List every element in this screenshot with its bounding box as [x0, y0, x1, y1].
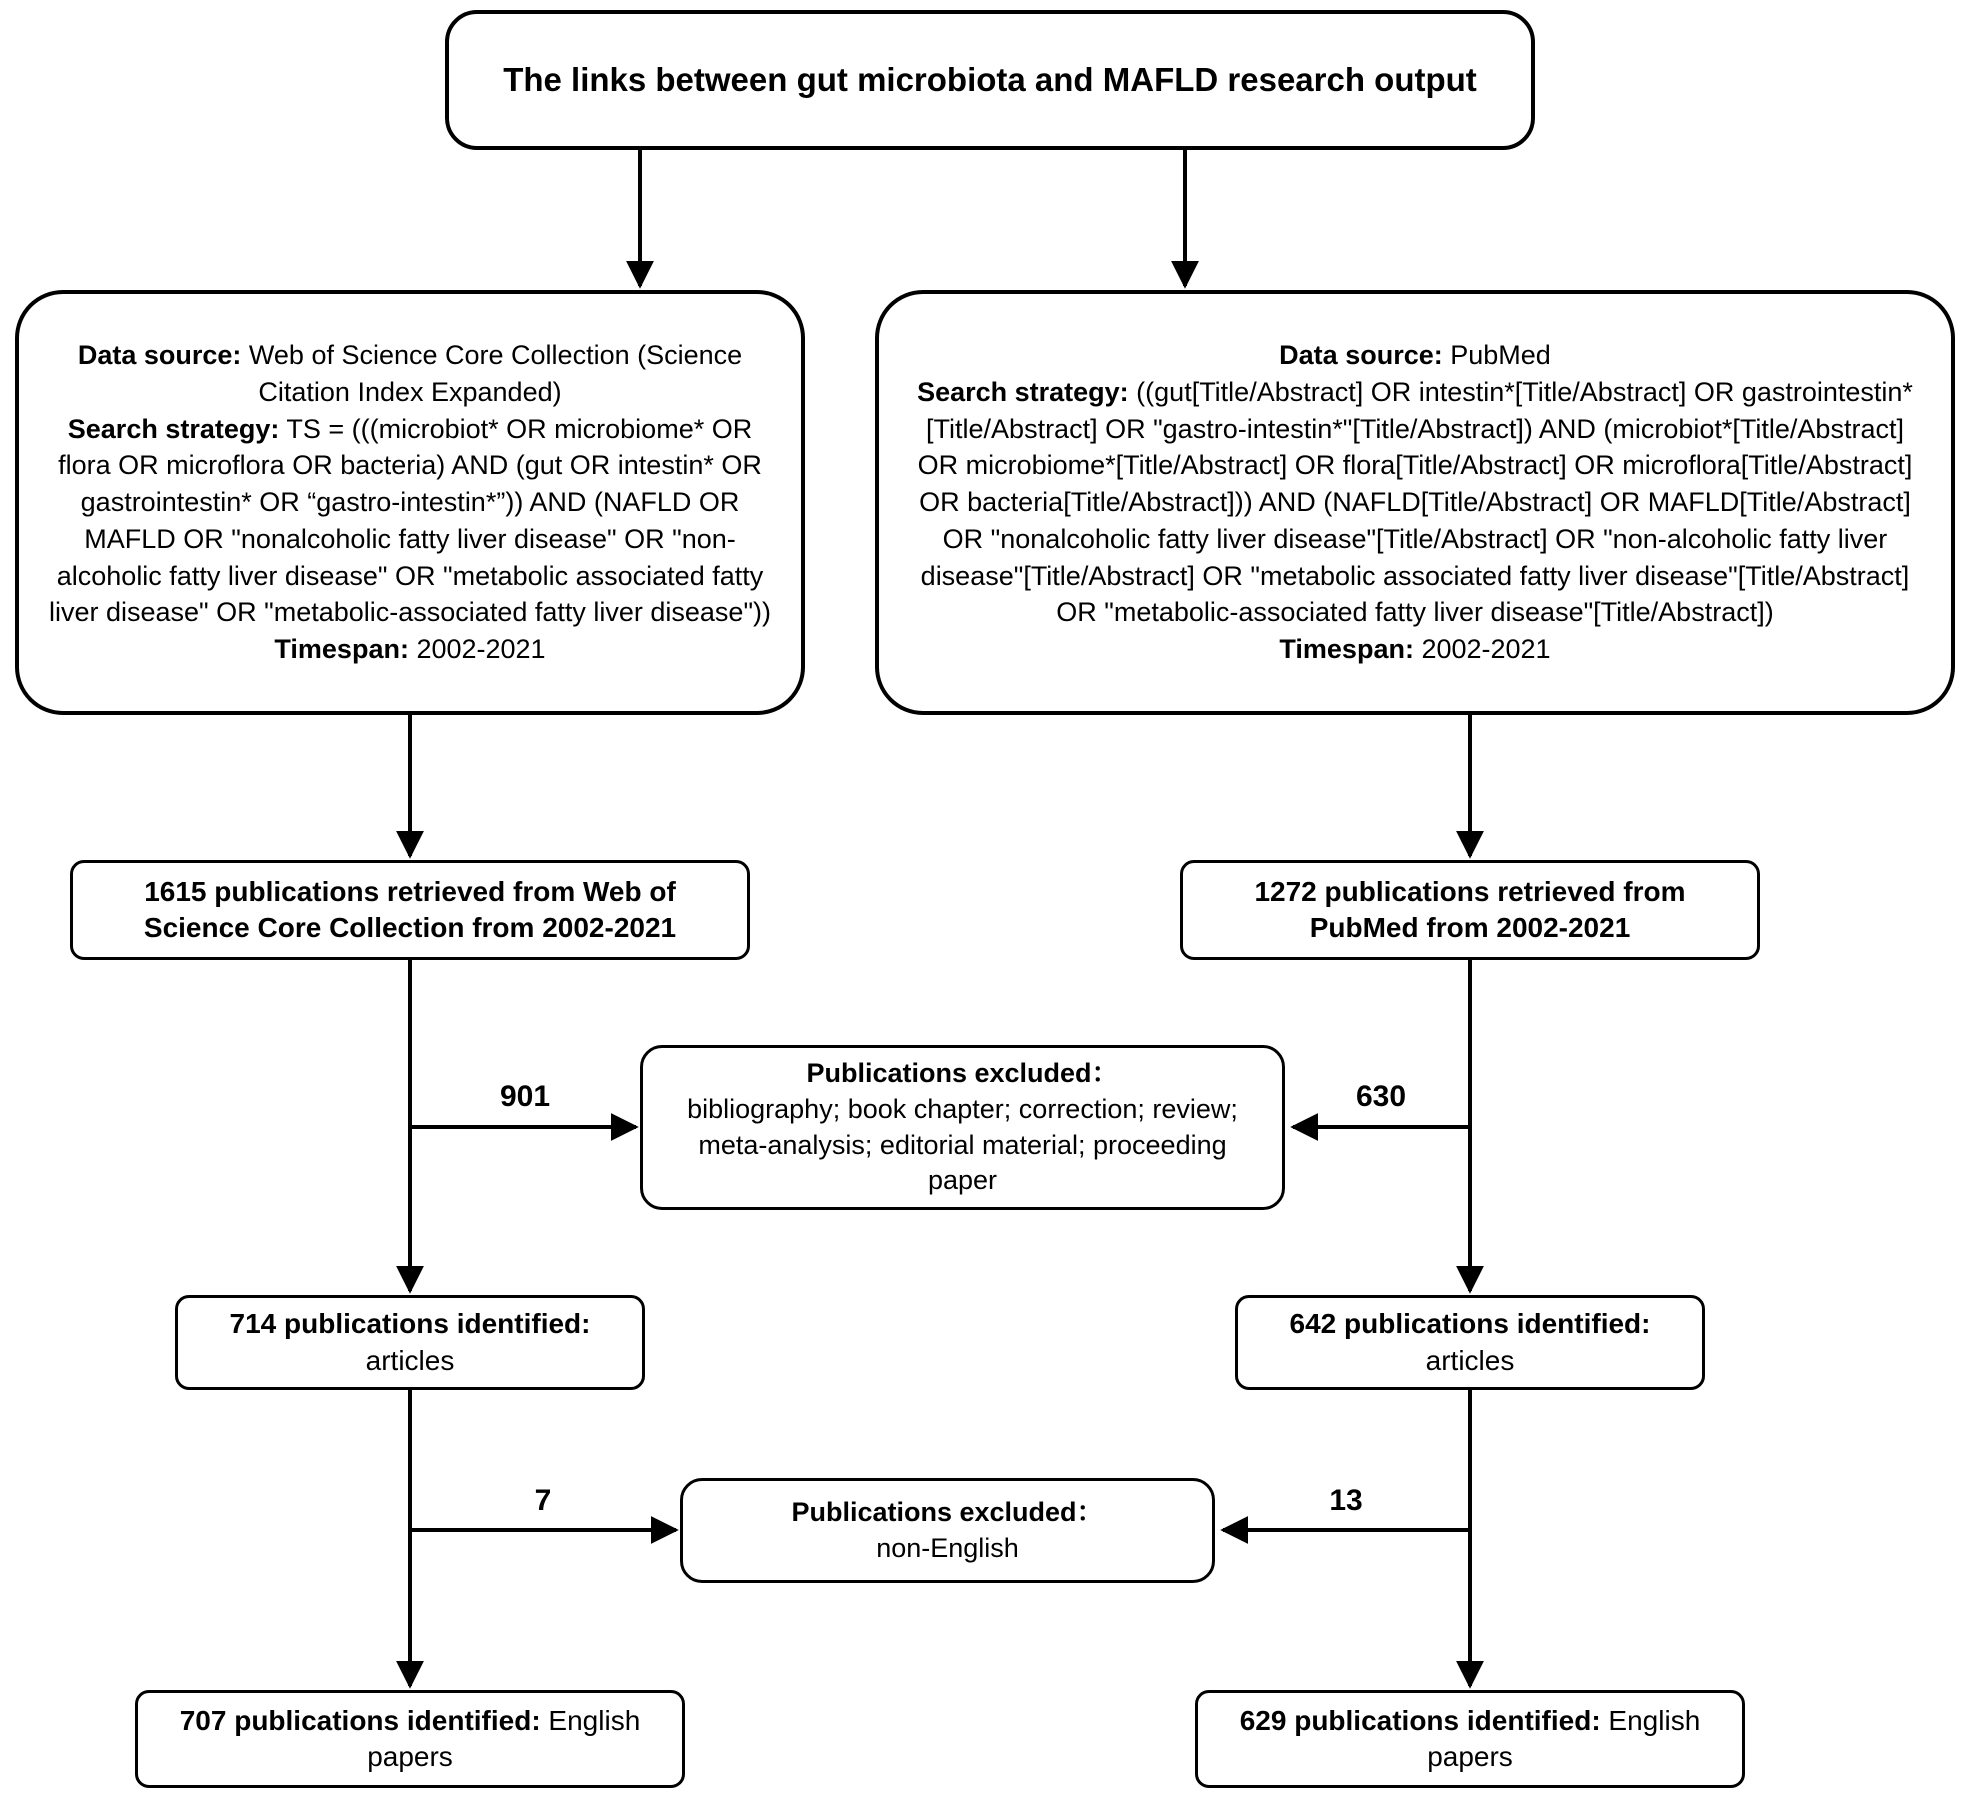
pubmed-articles-type: articles: [1425, 1344, 1515, 1376]
pubmed-data-source-text: PubMed: [1442, 340, 1551, 371]
pubmed-doc-type-excluded-count: 630: [1355, 1080, 1407, 1113]
pubmed-search-strategy-label: Search strategy:: [917, 376, 1129, 407]
exclusion-language-heading: Publications excluded：: [791, 1496, 1104, 1527]
wos-language-excluded-count: 7: [534, 1484, 552, 1517]
wos-data-source: [45, 337, 775, 410]
wos-doc-type-excluded-count: 901: [499, 1080, 551, 1113]
wos-retrieved-box: [70, 860, 750, 960]
wos-timespan-label: Timespan:: [274, 634, 409, 665]
wos-search-strategy-label: Search strategy:: [67, 413, 280, 444]
wos-search-strategy: [45, 411, 775, 631]
pubmed-english-text: [1212, 1703, 1728, 1776]
wos-data-source-label: Data source:: [77, 340, 242, 371]
wos-english-text: [152, 1703, 668, 1776]
exclusion-doc-type-box: [640, 1045, 1285, 1210]
pubmed-articles-heading: 642 publications identified:: [1289, 1308, 1651, 1340]
wos-data-source-text: Web of Science Core Collection (Science Citation Index Expanded): [241, 340, 743, 407]
exclusion-doc-type-heading: Publications excluded：: [806, 1057, 1119, 1088]
wos-source-box: [15, 290, 805, 715]
pubmed-retrieved-text: 1272 publications retrieved from PubMed from 2002-2021: [1254, 875, 1686, 943]
wos-timespan: [274, 631, 545, 668]
pubmed-language-excluded-count: 13: [1329, 1484, 1363, 1517]
exclusion-doc-type-body: bibliography; book chapter; correction; review; meta-analysis; editorial material; proceeding paper: [687, 1093, 1238, 1196]
diagram-title: The links between gut microbiota and MAFLD research output: [503, 61, 1477, 98]
wos-articles-box: [175, 1295, 645, 1390]
exclusion-language-body: non-English: [876, 1532, 1019, 1563]
wos-search-strategy-text: TS = (((microbiot* OR microbiome* OR flora OR microflora OR bacteria) AND (gut OR intestin* OR gastrointestin* OR “gastro-intestin*”)) AND (NAFLD OR MAFLD OR "nonalcoholic fatty liver disease" OR "non-alcoholic fatty liver disease" OR "metabolic associated fatty liver disease" OR "metabolic-associated fatty liver disease")): [48, 413, 772, 628]
pubmed-search-strategy: [909, 374, 1921, 631]
pubmed-articles-box: [1235, 1295, 1705, 1390]
wos-english-heading: 707 publications identified:: [179, 1704, 541, 1736]
pubmed-timespan: [1279, 631, 1550, 668]
wos-english-type: English papers: [367, 1704, 641, 1772]
pubmed-english-heading: 629 publications identified:: [1239, 1704, 1601, 1736]
pubmed-search-strategy-text: ((gut[Title/Abstract] OR intestin*[Title/Abstract] OR gastrointestin*[Title/Abstract] OR "gastro-intestin*"[Title/Abstract]) AND (microbiot*[Title/Abstract] OR microbiome*[Title/Abstract] OR flora[Title/Abstract] OR microflora[Title/Abstract] OR bacteria[Title/Abstract])) AND (NAFLD[Title/Abstract] OR MAFLD[Title/Abstract] OR "nonalcoholic fatty liver disease"[Title/Abstract] OR "non-alcoholic fatty liver disease"[Title/Abstract] OR "metabolic associated fatty liver disease"[Title/Abstract] OR "metabolic-associated fatty liver disease"[Title/Abstract]): [917, 376, 1913, 628]
wos-timespan-text: 2002-2021: [408, 634, 546, 665]
wos-english-box: [135, 1690, 685, 1788]
pubmed-data-source: [1279, 337, 1551, 374]
pubmed-timespan-text: 2002-2021: [1413, 634, 1551, 665]
pubmed-source-box: [875, 290, 1955, 715]
diagram-title-box: [445, 10, 1535, 150]
wos-retrieved-text: 1615 publications retrieved from Web of Science Core Collection from 2002-2021: [143, 875, 677, 943]
wos-articles-heading: 714 publications identified:: [229, 1308, 591, 1340]
exclusion-language-box: [680, 1478, 1215, 1583]
pubmed-english-box: [1195, 1690, 1745, 1788]
pubmed-english-type: English papers: [1427, 1704, 1701, 1772]
pubmed-timespan-label: Timespan:: [1279, 634, 1414, 665]
wos-articles-type: articles: [365, 1344, 455, 1376]
pubmed-retrieved-box: [1180, 860, 1760, 960]
pubmed-data-source-label: Data source:: [1279, 340, 1443, 371]
